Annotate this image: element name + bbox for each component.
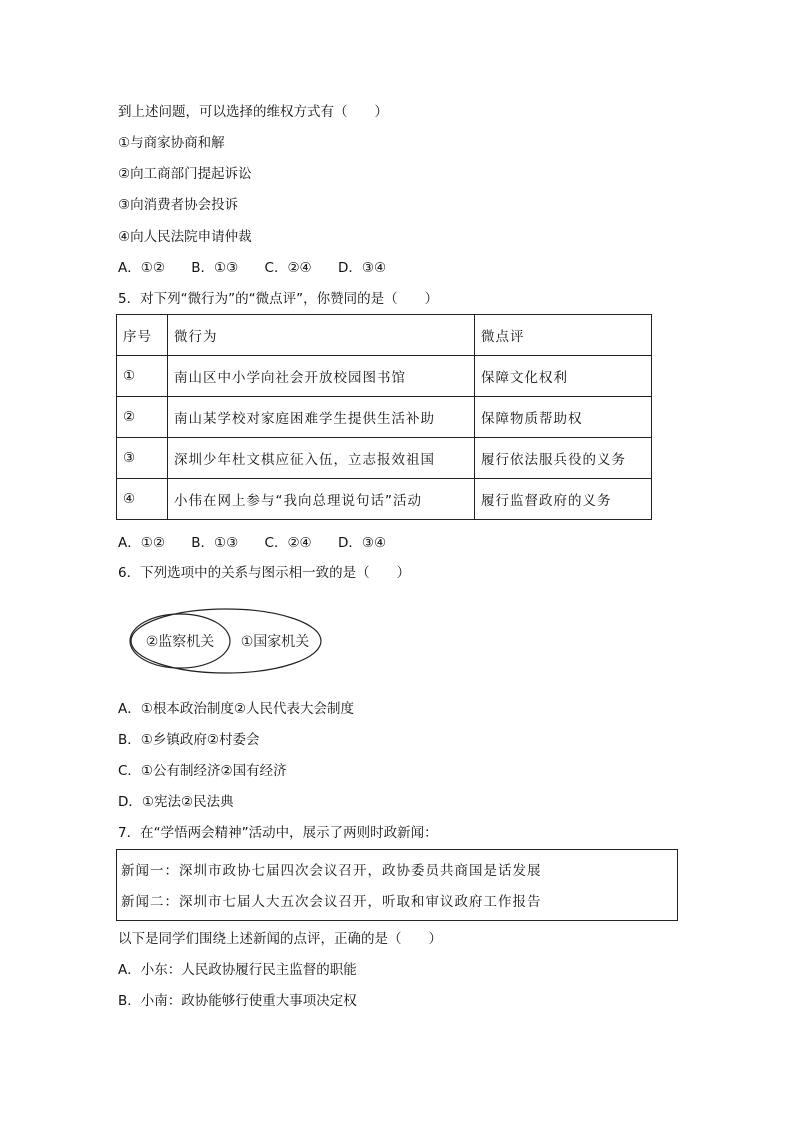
q5-options: [118, 533, 408, 553]
q4-item-4: ④向人民法院申请仲裁: [118, 229, 252, 245]
table-cell: 深圳少年杜文棋应征入伍，立志报效祖国: [168, 438, 475, 479]
q4-option-c[interactable]: C．②④: [264, 260, 312, 276]
news-item-1: 新闻一：深圳市政协七届四次会议召开，政协委员共商国是话发展: [121, 863, 542, 879]
q4-item-3: ③向消费者协会投诉: [118, 197, 239, 213]
q6-option-a[interactable]: A．①根本政治制度②人民代表大会制度: [118, 701, 354, 717]
table-cell: ②: [117, 397, 168, 438]
q5-table: [116, 314, 652, 520]
q4-item-1: ①与商家协商和解: [118, 135, 225, 151]
table-header-cell: 微点评: [475, 315, 652, 356]
table-header-cell: 序号: [117, 315, 168, 356]
q5-option-b[interactable]: B．①③: [191, 535, 239, 551]
table-cell: 履行监督政府的义务: [475, 479, 652, 520]
q5-option-c[interactable]: C．②④: [264, 535, 312, 551]
table-row: [117, 438, 652, 479]
table-row: [117, 356, 652, 397]
q4-options: [118, 258, 408, 278]
q4-stem-tail: 到上述问题，可以选择的维权方式有（ ）: [118, 104, 388, 120]
q5-stem: 5．对下列“微行为”的“微点评”，你赞同的是（ ）: [118, 291, 439, 307]
q7-option-b[interactable]: B．小南：政协能够行使重大事项决定权: [118, 993, 357, 1009]
news-item-2: 新闻二：深圳市七届人大五次会议召开，听取和审议政府工作报告: [121, 894, 542, 910]
q5-option-d[interactable]: D．③④: [337, 535, 387, 551]
venn-diagram: [128, 607, 324, 675]
q4-option-d[interactable]: D．③④: [337, 260, 387, 276]
table-row: [117, 397, 652, 438]
q6-option-b[interactable]: B．①乡镇政府②村委会: [118, 732, 260, 748]
news-box: [116, 849, 678, 921]
table-cell: ③: [117, 438, 168, 479]
table-cell: 保障物质帮助权: [475, 397, 652, 438]
q7-stem: 7．在“学悟两会精神”活动中，展示了两则时政新闻：: [118, 825, 438, 841]
table-cell: 保障文化权利: [475, 356, 652, 397]
table-cell: 履行依法服兵役的义务: [475, 438, 652, 479]
q6-option-d[interactable]: D．①宪法②民法典: [118, 794, 234, 810]
table-cell: ④: [117, 479, 168, 520]
table-cell: ①: [117, 356, 168, 397]
q4-item-2: ②向工商部门提起诉讼: [118, 166, 252, 182]
table-header-cell: 微行为: [168, 315, 475, 356]
q4-option-b[interactable]: B．①③: [191, 260, 239, 276]
table-header-row: [117, 315, 652, 356]
q7-option-a[interactable]: A．小东：人民政协履行民主监督的职能: [118, 962, 357, 978]
inner-label: ②监察机关: [145, 634, 215, 650]
q7-prompt: 以下是同学们围绕上述新闻的点评，正确的是（ ）: [118, 931, 442, 947]
table-cell: 南山区中小学向社会开放校园图书馆: [168, 356, 475, 397]
table-cell: 南山某学校对家庭困难学生提供生活补助: [168, 397, 475, 438]
q6-option-c[interactable]: C．①公有制经济②国有经济: [118, 763, 287, 779]
q4-option-a[interactable]: A．①②: [118, 260, 165, 276]
q5-option-a[interactable]: A．①②: [118, 535, 165, 551]
q6-stem: 6．下列选项中的关系与图示相一致的是（ ）: [118, 565, 411, 581]
outer-label: ①国家机关: [240, 634, 310, 650]
table-cell: 小伟在网上参与“我向总理说句话”活动: [168, 479, 475, 520]
table-row: [117, 479, 652, 520]
